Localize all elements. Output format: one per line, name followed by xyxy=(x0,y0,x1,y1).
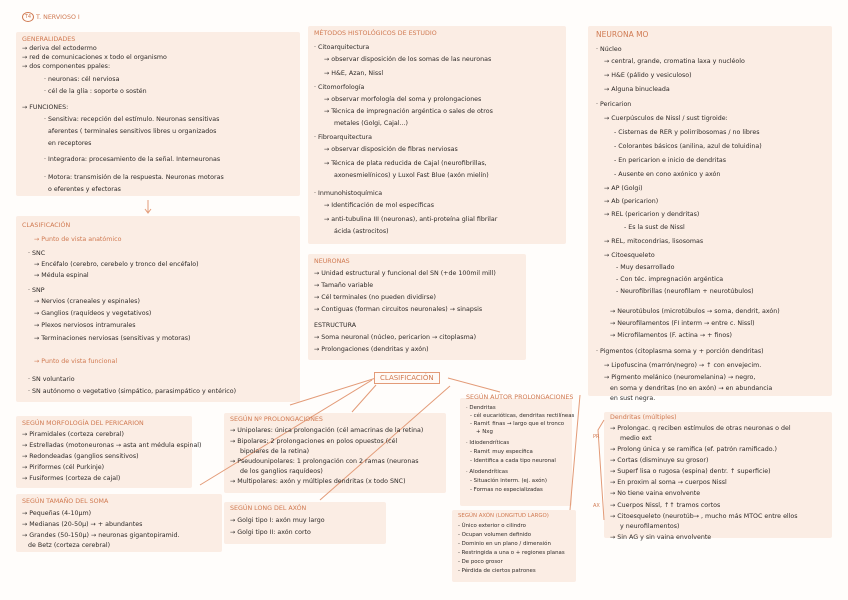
den-ax-line: → Cuerpos Nissl, ↑↑ tramos cortos xyxy=(610,502,721,509)
mo-line: - En pericarion e inicio de dendritas xyxy=(614,157,727,164)
gen-line: aferentes ( terminales sensitivos libres u organizados xyxy=(48,128,217,135)
mo-line: - Ausente en cono axónico y axón xyxy=(614,171,721,178)
den-ax-line: y neurofilamentos) xyxy=(620,523,680,530)
topic-number: T4 xyxy=(22,12,34,22)
axl-line: → Golgi tipo I: axón muy largo xyxy=(230,517,325,524)
gen-line-motora: · Motora: transmisión de la respuesta. Neuronas motoras xyxy=(44,174,224,181)
arrow-to-prolongaciones xyxy=(352,385,376,412)
dendritas-title: Dendritas (múltiples) xyxy=(610,414,677,421)
mo-line: en sust negra. xyxy=(610,395,656,402)
den-line: → Superf lisa o rugosa (espina) dentr. ↑ superficie) xyxy=(610,468,771,475)
tamano-title: SEGÚN TAMAÑO DEL SOMA xyxy=(22,498,109,505)
clas-line: · SNC xyxy=(28,250,46,257)
neurona-mo-title: NEURONA MO xyxy=(596,30,649,39)
neu-line: → Unidad estructural y funcional del SN (+de 100mil mill) xyxy=(314,270,496,277)
met-line: → Técnica de plata reducida de Cajal (neurofibrillas, xyxy=(324,160,487,167)
gen-line: · cél de la glía : soporte o sostén xyxy=(44,88,147,95)
met-line: · Fibroarquitectura xyxy=(314,134,373,141)
met-line: → Técnica de impregnación argéntica o sales de otros xyxy=(324,108,493,115)
mo-line: → Lipofuscina (marrón/negro) → ↑ con envejecim. xyxy=(604,362,762,369)
gen-line: → red de comunicaciones x todo el organismo xyxy=(22,54,167,61)
clas-line: → Plexos nerviosos intramurales xyxy=(34,322,136,329)
den-line: medio ext xyxy=(620,435,652,442)
den-line: → En proxim al soma → cuerpos Nissl xyxy=(610,479,727,486)
morf-line: → Piramidales (corteza cerebral) xyxy=(22,431,124,438)
gen-line-sensitiva: · Sensitiva: recepción del estímulo. Neuronas sensitivas xyxy=(44,116,220,123)
mo-line: → Microfilamentos (F. actina → + finos) xyxy=(610,332,732,339)
tam-line: de Betz (corteza cerebral) xyxy=(28,542,111,549)
ap-line: - Situación interm. (ej. axón) xyxy=(470,478,547,484)
clasificacion-title: CLASIFICACIÓN xyxy=(22,222,71,229)
mo-line: → Citoesqueleto xyxy=(604,252,655,259)
met-line: axonesmielínicos) y Luxol Fast Blue (axón mielín) xyxy=(334,172,489,179)
neu-line: → Cél terminales (no pueden dividirse) xyxy=(314,294,436,301)
tam-line: → Medianas (20-50μ) → + abundantes xyxy=(22,521,143,528)
generalidades-title: GENERALIDADES xyxy=(22,36,76,43)
ax2-line: - Ocupan volumen definido xyxy=(458,532,532,538)
mo-line: → Neurofilamentos (FI interm → entre c. Nissl) xyxy=(610,320,755,327)
mo-line: - Muy desarrollado xyxy=(616,264,675,271)
mo-line: → REL, mitocondrias, lisosomas xyxy=(604,238,704,245)
prol-line: bipolares de la retina) xyxy=(240,448,310,455)
prol-line: → Multipolares: axón y múltiples dendritas (x todo SNC) xyxy=(230,478,406,485)
den-ax-line: → Citoesqueleto (neurotúb→ , mucho más MTOC entre ellos xyxy=(610,513,798,520)
ax2-line: - De poco grosor xyxy=(458,559,503,565)
arrow-to-autor xyxy=(448,378,500,392)
ap-line: · Alodendríticas xyxy=(466,469,508,475)
ap-line: - Ramif. muy específica xyxy=(470,449,533,455)
mo-line: - Es la sust de Nissl xyxy=(624,224,685,231)
met-line: · Inmunohistoquímica xyxy=(314,190,383,197)
clas-line: → Nervios (craneales y espinales) xyxy=(34,298,140,305)
neu-line: → Soma neuronal (núcleo, pericarion → citoplasma) xyxy=(314,334,477,341)
ap-line: · Idiodendríticas xyxy=(466,440,510,446)
met-line: → H&E, Azan, Nissl xyxy=(324,70,384,77)
den-line: → Prolong única y se ramifica (ef. patrón ramificado.) xyxy=(610,446,777,453)
ap-line: - Ramif. finas → largo que el tronco xyxy=(470,421,565,427)
neu-line: → Contiguas (forman circuitos neuronales) → sinapsis xyxy=(314,306,483,313)
ap-line: · Dendritas xyxy=(466,405,496,411)
ax2-line: - Único exterior o cilindro xyxy=(458,523,526,529)
mo-line: → H&E (pálido y vesiculoso) xyxy=(604,72,692,79)
ax2-line: - Pérdida de ciertos patrones xyxy=(458,568,536,574)
met-line: ácida (astrocitos) xyxy=(334,228,389,235)
mo-line: - Con téc. impregnación argéntica xyxy=(616,276,724,283)
ap-line: - Formas no especializadas xyxy=(470,487,543,493)
met-line: → Identificación de mol específicas xyxy=(324,202,434,209)
autor-prolong-title: SEGÚN AUTOR PROLONGACIONES xyxy=(466,394,574,401)
clas-line: → Ganglios (raquídeos y vegetativos) xyxy=(34,310,152,317)
mo-line: → Pigmento melánico (neuromelanina) → negro, xyxy=(604,374,756,381)
tam-line: → Pequeñas (4-10μm) xyxy=(22,510,92,517)
mo-line: → AP (Golgi) xyxy=(604,185,643,192)
met-line: → observar disposición de fibras nerviosas xyxy=(324,146,458,153)
ap-line: - cél eucarióticas, dendritas rectilíneas xyxy=(470,413,575,419)
neuronas-title: NEURONAS xyxy=(314,258,350,265)
axl-line: → Golgi tipo II: axón corto xyxy=(230,529,311,536)
den-line: → No tiene vaina envolvente xyxy=(610,490,701,497)
mo-line: · Pericarion xyxy=(596,101,632,108)
den-ax-line: → Sin AG y sin vaina envolvente xyxy=(610,534,712,541)
neu-heading: ESTRUCTURA xyxy=(314,322,357,329)
gen-line: en receptores xyxy=(48,140,92,147)
mo-line: - Colorantes básicos (anilina, azul de toluidina) xyxy=(614,143,762,150)
morfologia-title: SEGÚN MORFOLOGÍA DEL PERICARION xyxy=(22,420,144,427)
clas-line: → Médula espinal xyxy=(34,272,89,279)
prolongaciones-title: SEGÚN Nº PROLONGACIONES xyxy=(230,416,323,423)
gen-line: o eferentes y efectoras xyxy=(48,186,121,193)
gen-line: · neuronas: cél nerviosa xyxy=(44,76,120,83)
mo-line: en soma y dendritas (no en axón) → en abundancia xyxy=(610,385,773,392)
clas-line: → Terminaciones nerviosas (sensitivas y motoras) xyxy=(34,335,191,342)
mo-line: → Ab (pericarion) xyxy=(604,198,659,205)
met-line: metales (Golgi, Cajal...) xyxy=(334,120,409,127)
neu-line: → Prolongaciones (dendritas y axón) xyxy=(314,346,429,353)
tam-line: → Grandes (50-150μ) → neuronas gigantopiramid. xyxy=(22,532,180,539)
header xyxy=(22,12,80,22)
mo-line: → central, grande, cromatina laxa y nucléolo xyxy=(604,58,745,65)
clas-line: · SNP xyxy=(28,287,45,294)
gen-line: → deriva del ectodermo xyxy=(22,45,97,52)
gen-line: → dos componentes ppales: xyxy=(22,63,111,70)
prol-line: → Pseudounipolares: 1 prolongación con 2 ramas (neuronas xyxy=(230,458,419,465)
den-line: → Prolongac. q reciben estímulos de otras neuronas o del xyxy=(610,425,791,432)
mo-line: → Alguna binucleada xyxy=(604,86,670,93)
axon-largo2-title: SEGÚN AXÓN (LONGITUD LARGO) xyxy=(458,513,549,519)
den-line: → Cortas (disminuye su grosor) xyxy=(610,457,709,464)
axon-largo-title: SEGÚN LONG DEL AXÓN xyxy=(230,505,307,512)
ap-line: + Nxg xyxy=(476,429,493,435)
mo-line: → REL (pericarion y dendritas) xyxy=(604,211,700,218)
func-heading: → Punto de vista funcional xyxy=(34,358,118,365)
mo-line: - Cisternas de RER y polirribosomas / no libres xyxy=(614,129,760,136)
metodos-title: MÉTODOS HISTOLÓGICOS DE ESTUDIO xyxy=(314,30,437,37)
anat-heading: → Punto de vista anatómico xyxy=(34,236,122,243)
circle-ax: AX xyxy=(593,503,600,509)
morf-line: → Estrelladas (motoneuronas → asta ant médula espinal) xyxy=(22,442,202,449)
page-title: T. NERVIOSO I xyxy=(36,14,80,21)
morf-line: → Redondeadas (ganglios sensitivos) xyxy=(22,453,139,460)
met-line: · Citomorfología xyxy=(314,84,365,91)
mo-line: → Neurotúbulos (microtúbulos → soma, dendrit, axón) xyxy=(610,308,780,315)
met-line: · Citoarquitectura xyxy=(314,44,370,51)
ax2-line: - Restringida a una o + regiones planas xyxy=(458,550,565,556)
circle-pr: PR xyxy=(593,434,600,440)
clas-func-line: · SN voluntario xyxy=(28,376,75,383)
clas-line: → Encéfalo (cerebro, cerebelo y tronco del encéfalo) xyxy=(34,261,199,268)
arrow-to-morfologia xyxy=(290,378,376,405)
ax2-line: - Dominio en un plano / dimensión xyxy=(458,541,551,547)
gen-line: → FUNCIONES: xyxy=(22,104,69,111)
clasificacion-label: CLASIFICACIÓN xyxy=(374,372,440,384)
ap-line: - Identifica a cada tipo neuronal xyxy=(470,458,556,464)
morf-line: → Fusiformes (corteza de cajal) xyxy=(22,475,121,482)
prol-line: → Unipolares: única prolongación (cél amacrinas de la retina) xyxy=(230,427,424,434)
met-line: → observar morfología del soma y prolongaciones xyxy=(324,96,482,103)
met-line: → observar disposición de los somas de las neuronas xyxy=(324,56,492,63)
clas-func-line: · SN autónomo o vegetativo (simpático, parasimpático y entérico) xyxy=(28,388,237,395)
mo-line: · Núcleo xyxy=(596,46,622,53)
mo-line: → Cuerpúsculos de Nissl / sust tigroide: xyxy=(604,115,728,122)
prol-line: → Bipolares: 2 prolongaciones en polos opuestos (cél xyxy=(230,438,398,445)
met-line: → anti-tubulina III (neuronas), anti-proteína glial fibrilar xyxy=(324,216,498,223)
mo-line: - Neurofibrillas (neurofilam + neurotúbulos) xyxy=(616,288,754,295)
neu-line: → Tamaño variable xyxy=(314,282,374,289)
morf-line: → Piriformes (cél Purkinje) xyxy=(22,464,105,471)
mo-line: · Pigmentos (citoplasma soma y + porción dendritas) xyxy=(596,348,764,355)
prol-line: de los ganglios raquídeos) xyxy=(240,468,323,475)
gen-line-integradora: · Integradora: procesamiento de la señal. Interneuronas xyxy=(44,156,221,163)
